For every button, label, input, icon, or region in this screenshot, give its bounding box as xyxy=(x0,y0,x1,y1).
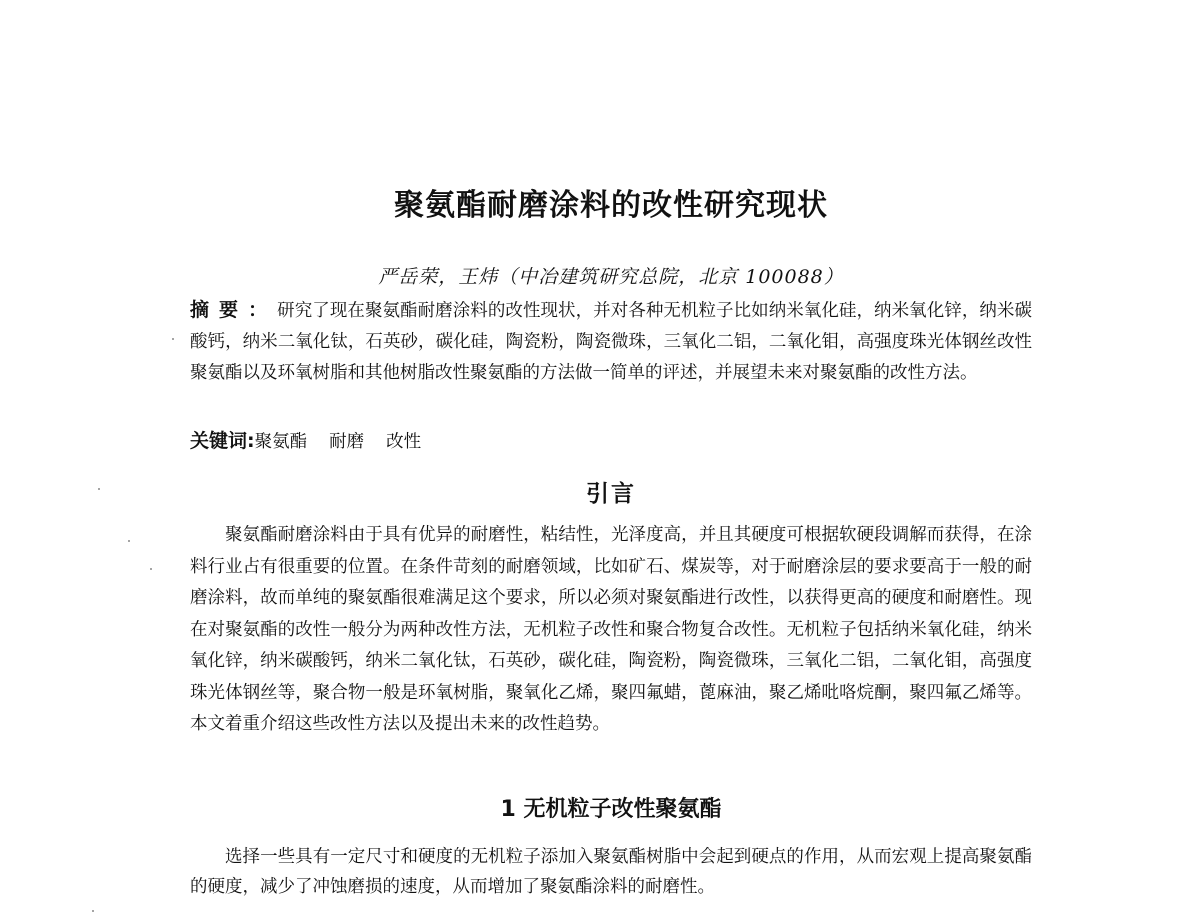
keyword: 聚氨酯 xyxy=(254,432,308,452)
section-1-paragraph: 选择一些具有一定尺寸和硬度的无机粒子添加入聚氨酯树脂中会起到硬点的作用，从而宏观上提高聚氨酯的硬度，减少了冲蚀磨损的速度，从而增加了聚氨酯涂料的耐磨性。 xyxy=(190,847,1032,897)
section-1-heading: 1 无机粒子改性聚氨酯 xyxy=(500,797,722,822)
abstract-label: 摘要： xyxy=(190,299,278,321)
paper-title: 聚氨酯耐磨涂料的改性研究现状 xyxy=(394,188,828,223)
abstract-text: 研究了现在聚氨酯耐磨涂料的改性现状，并对各种无机粒子比如纳米氧化硅，纳米氧化锌，纳米碳酸钙，纳米二氧化钛，石英砂，碳化硅，陶瓷粉，陶瓷微珠，三氧化二铝，二氧化钼，高强度珠光体钢丝改性聚氨酯以及环氧树脂和其他树脂改性聚氨酯的方法做一简单的评述，并展望未来对聚氨酯的改性方法。 xyxy=(190,301,1032,383)
scan-speck xyxy=(150,568,152,570)
keywords-label: 关键词: xyxy=(190,430,255,452)
scan-speck xyxy=(128,540,130,542)
keywords xyxy=(190,426,1032,453)
scan-speck xyxy=(172,338,174,340)
keyword: 耐磨 xyxy=(329,432,365,452)
keyword: 改性 xyxy=(386,432,422,452)
abstract xyxy=(190,295,1032,389)
authors-affiliation: 严岳荣，王炜（中冶建筑研究总院，北京 100088） xyxy=(378,266,844,288)
intro-paragraph: 聚氨酯耐磨涂料由于具有优异的耐磨性，粘结性，光泽度高，并且其硬度可根据软硬段调解而获得，在涂料行业占有很重要的位置。在条件苛刻的耐磨领域，比如矿石、煤炭等，对于耐磨涂层的要求要高于一般的耐磨涂料，故而单纯的聚氨酯很难满足这个要求，所以必须对聚氨酯进行改性，以获得更高的硬度和耐磨性。现在对聚氨酯的改性一般分为两种改性方法，无机粒子改性和聚合物复合改性。无机粒子包括纳米氧化硅，纳米氧化锌，纳米碳酸钙，纳米二氧化钛，石英砂，碳化硅，陶瓷粉，陶瓷微珠，三氧化二铝，二氧化钼，高强度珠光体钢丝等，聚合物一般是环氧树脂，聚氧化乙烯，聚四氟蜡，蓖麻油，聚乙烯吡咯烷酮，聚四氟乙烯等。本文着重介绍这些改性方法以及提出未来的改性趋势。 xyxy=(190,525,1032,734)
intro-heading: 引言 xyxy=(586,481,636,507)
scan-speck xyxy=(92,910,94,912)
scan-speck xyxy=(98,488,100,490)
